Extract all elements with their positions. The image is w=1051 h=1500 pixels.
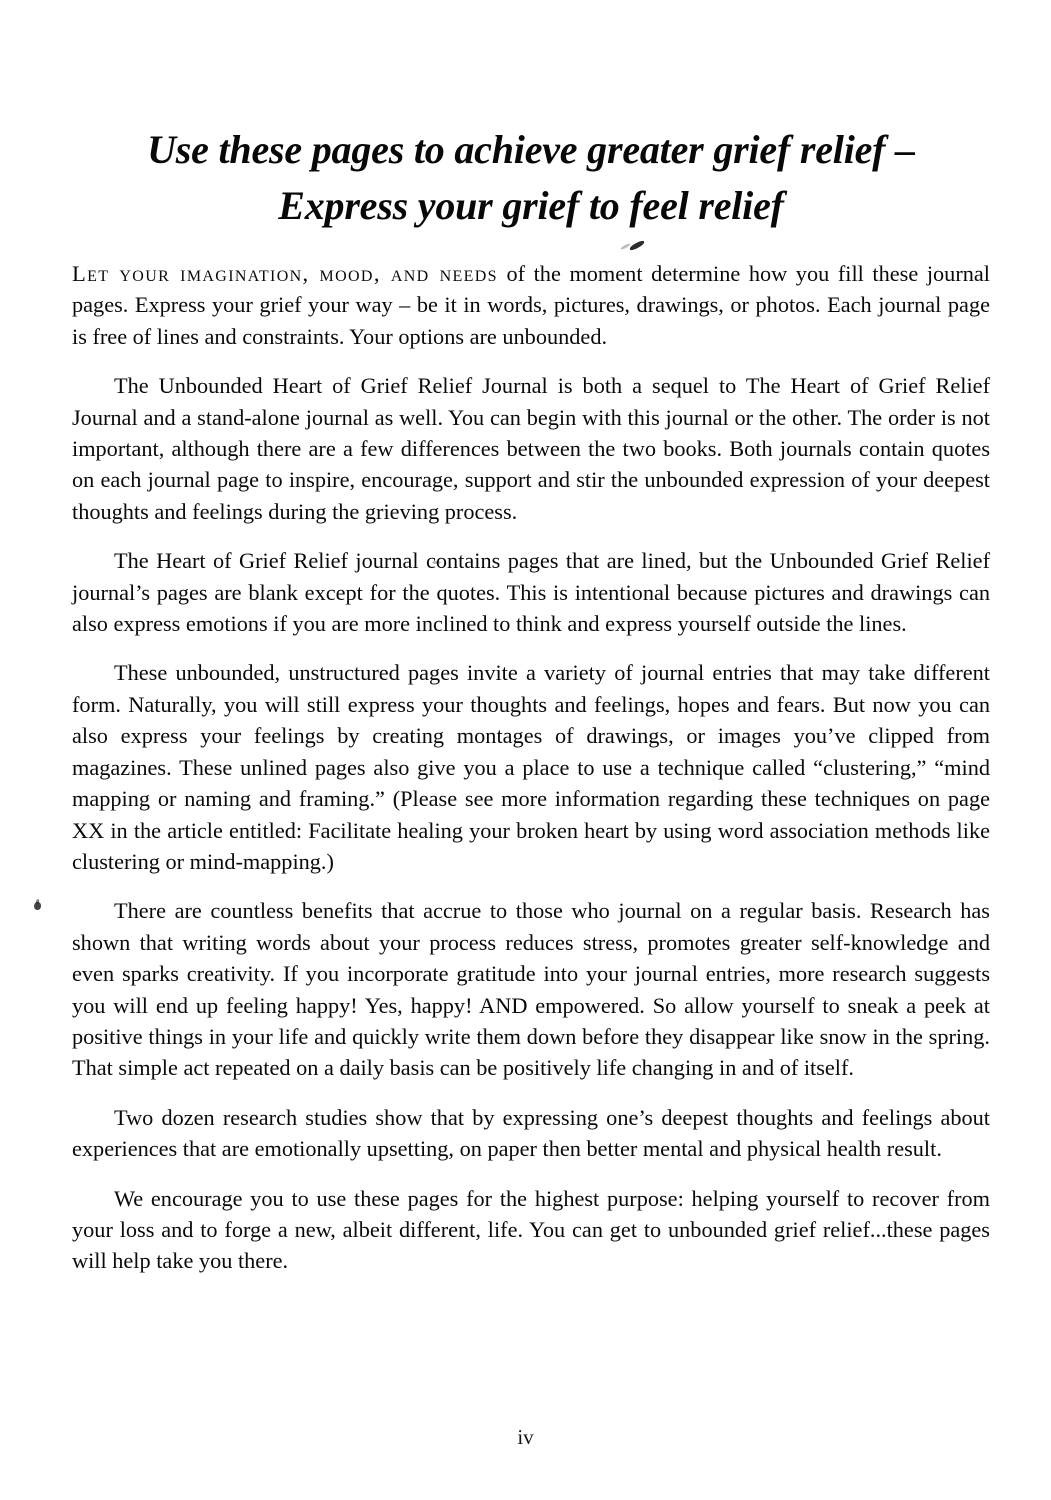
ink-speck-artifact bbox=[34, 902, 41, 910]
paragraph-1 bbox=[72, 258, 990, 352]
ink-speck-artifact bbox=[629, 240, 646, 252]
ink-speck-artifact bbox=[35, 899, 40, 905]
ink-speck-artifact bbox=[620, 243, 631, 251]
page-title-line-2: Express your grief to feel relief bbox=[278, 182, 784, 228]
page-number-folio: iv bbox=[517, 1425, 534, 1449]
paragraph-1-smallcaps-opener: Let your imagination, mood, and needs bbox=[72, 261, 498, 286]
paragraph-6: Two dozen research studies show that by expressing one’s deepest thoughts and feelings about experiences that are emotionally upsetting, on paper then better mental and physical health result. bbox=[72, 1104, 990, 1162]
paragraph-5: There are countless benefits that accrue to those who journal on a regular basis. Research has shown that writing words about your process reduces stress, promotes greater self-knowledge and even sparks creativity. If you incorporate gratitude into your journal entries, more research suggests you will end up feeling happy! Yes, happy! AND empowered. So allow yourself to sneak a peek at positive things in your life and quickly write them down before they disappear like snow in the spring. That simple act repeated on a daily basis can be positively life changing in and of itself. bbox=[72, 898, 990, 1081]
body-text-column bbox=[72, 258, 990, 1277]
page-title bbox=[72, 123, 990, 233]
paragraph-1-text: of the moment determine how you fill these journal pages. Express your grief your way – be it in words, pictures, drawings, or photos. Each journal page is free of lines and constraints. Your options are unbounded. bbox=[72, 261, 990, 349]
paragraph-2: The Unbounded Heart of Grief Relief Journal is both a sequel to The Heart of Grief Relief Journal and a stand-alone journal as well. You can begin with this journal or the other. The order is not important, although there are a few differences between the two books. Both journals contain quotes on each journal page to inspire, encourage, support and stir the unbounded expression of your deepest thoughts and feelings during the grieving process. bbox=[72, 373, 990, 524]
paragraph-3: The Heart of Grief Relief journal contains pages that are lined, but the Unbounded Grief Relief journal’s pages are blank except for the quotes. This is intentional because pictures and drawings can also express emotions if you are more inclined to think and express yourself outside the lines. bbox=[72, 548, 990, 637]
page-title-line-1: Use these pages to achieve greater grief relief – bbox=[147, 126, 915, 172]
paragraph-7: We encourage you to use these pages for the highest purpose: helping yourself to recover from your loss and to forge a new, albeit different, life. You can get to unbounded grief relief...these pages will help take you there. bbox=[72, 1185, 990, 1274]
paragraph-4: These unbounded, unstructured pages invite a variety of journal entries that may take different form. Naturally, you will still express your thoughts and feelings, hopes and fears. But now you can also express your feelings by creating montages of drawings, or images you’ve clipped from magazines. These unlined pages also give you a place to use a technique called “clustering,” “mind mapping or naming and framing.” (Please see more information regarding these techniques on page XX in the article entitled: Facilitate healing your broken heart by using word association methods like clustering or mind-mapping.) bbox=[72, 660, 990, 874]
